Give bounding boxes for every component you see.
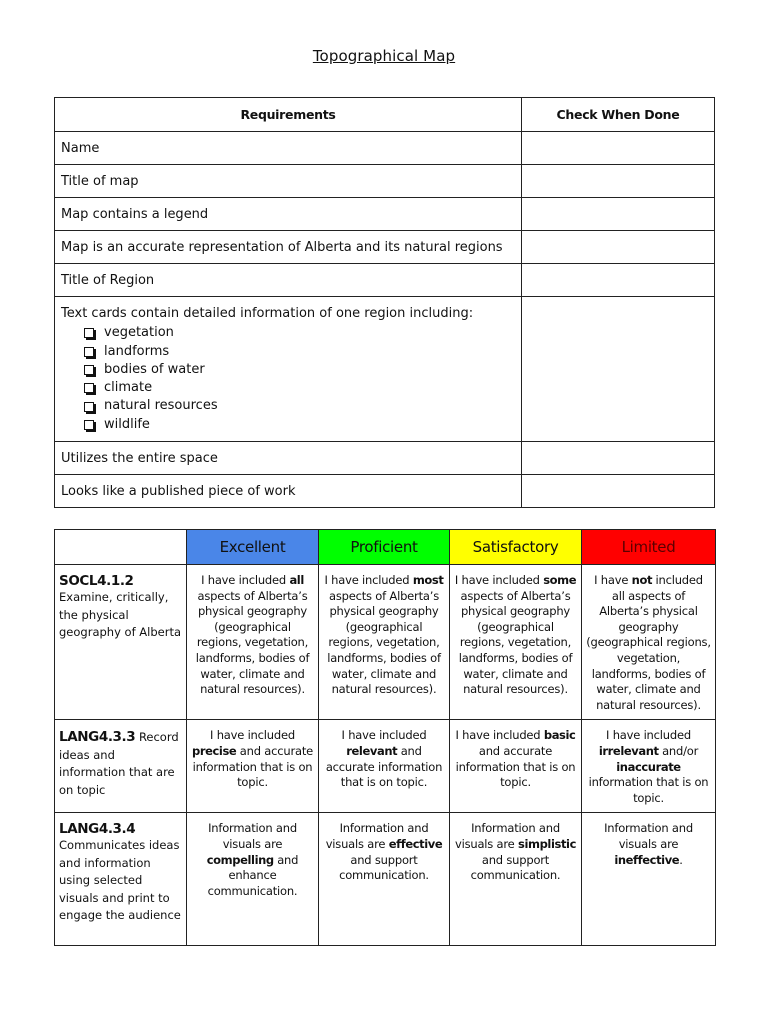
table-row [55, 231, 715, 264]
requirement-title-of-map: Title of map [55, 165, 522, 198]
list-item-label: bodies of water [104, 361, 205, 377]
check-cell[interactable] [522, 132, 715, 165]
rubric-table [54, 529, 716, 946]
requirements-header: Requirements [55, 98, 522, 132]
list-item [84, 416, 515, 434]
list-item [84, 343, 515, 361]
requirement-text-cards [55, 297, 522, 442]
list-item-label: vegetation [104, 325, 174, 341]
check-cell[interactable] [522, 475, 715, 508]
checkbox-icon [84, 365, 94, 375]
table-row [55, 475, 715, 508]
checkbox-icon [84, 383, 94, 393]
rubric-cell: I have not included all aspects of Alberta’s physical geography (geographical regions, vegetation, landforms, bodies of water, climate and natural resources). [582, 565, 716, 720]
requirement-accurate-representation: Map is an accurate representation of Alberta and its natural regions [55, 231, 522, 264]
rubric-cell: I have included relevant and accurate information that is on topic. [319, 720, 450, 813]
level-satisfactory: Satisfactory [450, 530, 582, 565]
rubric-corner [55, 530, 187, 565]
list-item-label: natural resources [104, 398, 218, 414]
requirement-legend: Map contains a legend [55, 198, 522, 231]
requirement-published: Looks like a published piece of work [55, 475, 522, 508]
check-cell[interactable] [522, 231, 715, 264]
criterion-cell [55, 813, 187, 946]
criterion-cell [55, 565, 187, 720]
table-row [55, 264, 715, 297]
criterion-description: Record ideas and information that are on topic [59, 730, 179, 797]
level-proficient: Proficient [319, 530, 450, 565]
table-row [55, 297, 715, 442]
checkbox-icon [84, 420, 94, 430]
checkbox-icon [84, 402, 94, 412]
rubric-cell: I have included irrelevant and/or inaccurate information that is on topic. [582, 720, 716, 813]
table-row [55, 132, 715, 165]
requirement-name: Name [55, 132, 522, 165]
check-cell[interactable] [522, 297, 715, 442]
criterion-cell [55, 720, 187, 813]
rubric-cell: Information and visuals are compelling and enhance communication. [187, 813, 319, 946]
check-cell[interactable] [522, 442, 715, 475]
criterion-code: SOCL4.1.2 [59, 573, 134, 589]
list-item-label: climate [104, 380, 153, 396]
rubric-cell: Information and visuals are ineffective. [582, 813, 716, 946]
check-cell[interactable] [522, 165, 715, 198]
table-row [55, 442, 715, 475]
list-item-label: wildlife [104, 416, 150, 432]
requirements-table [54, 97, 715, 508]
check-header: Check When Done [522, 98, 715, 132]
text-cards-label: Text cards contain detailed information of one region including: [61, 306, 474, 321]
rubric-cell: I have included precise and accurate information that is on topic. [187, 720, 319, 813]
page-title: Topographical Map [312, 47, 456, 65]
table-row [55, 198, 715, 231]
table-row [55, 165, 715, 198]
checkbox-icon [84, 347, 94, 357]
list-item-label: landforms [104, 343, 170, 359]
checkbox-icon [84, 328, 94, 338]
list-item [84, 361, 515, 379]
rubric-cell: I have included basic and accurate information that is on topic. [450, 720, 582, 813]
criterion-code: LANG4.3.3 [59, 729, 136, 746]
rubric-header-row [55, 530, 716, 565]
table-row [55, 813, 716, 946]
level-limited: Limited [582, 530, 716, 565]
rubric-cell: I have included some aspects of Alberta’s physical geography (geographical regions, vegetation, landforms, bodies of water, climate and natural resources). [450, 565, 582, 720]
criterion-code: LANG4.3.4 [59, 821, 136, 838]
rubric-cell: I have included most aspects of Alberta’s physical geography (geographical regions, vegetation, landforms, bodies of water, climate and natural resources). [319, 565, 450, 720]
criterion-description: Communicates ideas and information using selected visuals and print to engage the audience [59, 838, 181, 923]
criterion-description: Examine, critically, the physical geography of Alberta [59, 590, 181, 639]
rubric-cell: Information and visuals are effective and support communication. [319, 813, 450, 946]
rubric-cell: Information and visuals are simplistic and support communication. [450, 813, 582, 946]
check-cell[interactable] [522, 198, 715, 231]
requirements-header-row [55, 98, 715, 132]
table-row [55, 565, 716, 720]
level-excellent: Excellent [187, 530, 319, 565]
rubric-cell: I have included all aspects of Alberta’s physical geography (geographical regions, vegetation, landforms, bodies of water, climate and natural resources). [187, 565, 319, 720]
text-cards-checklist [84, 324, 515, 434]
requirement-title-of-region: Title of Region [55, 264, 522, 297]
check-cell[interactable] [522, 264, 715, 297]
list-item [84, 397, 515, 415]
list-item [84, 324, 515, 342]
table-row [55, 720, 716, 813]
requirement-entire-space: Utilizes the entire space [55, 442, 522, 475]
list-item [84, 379, 515, 397]
